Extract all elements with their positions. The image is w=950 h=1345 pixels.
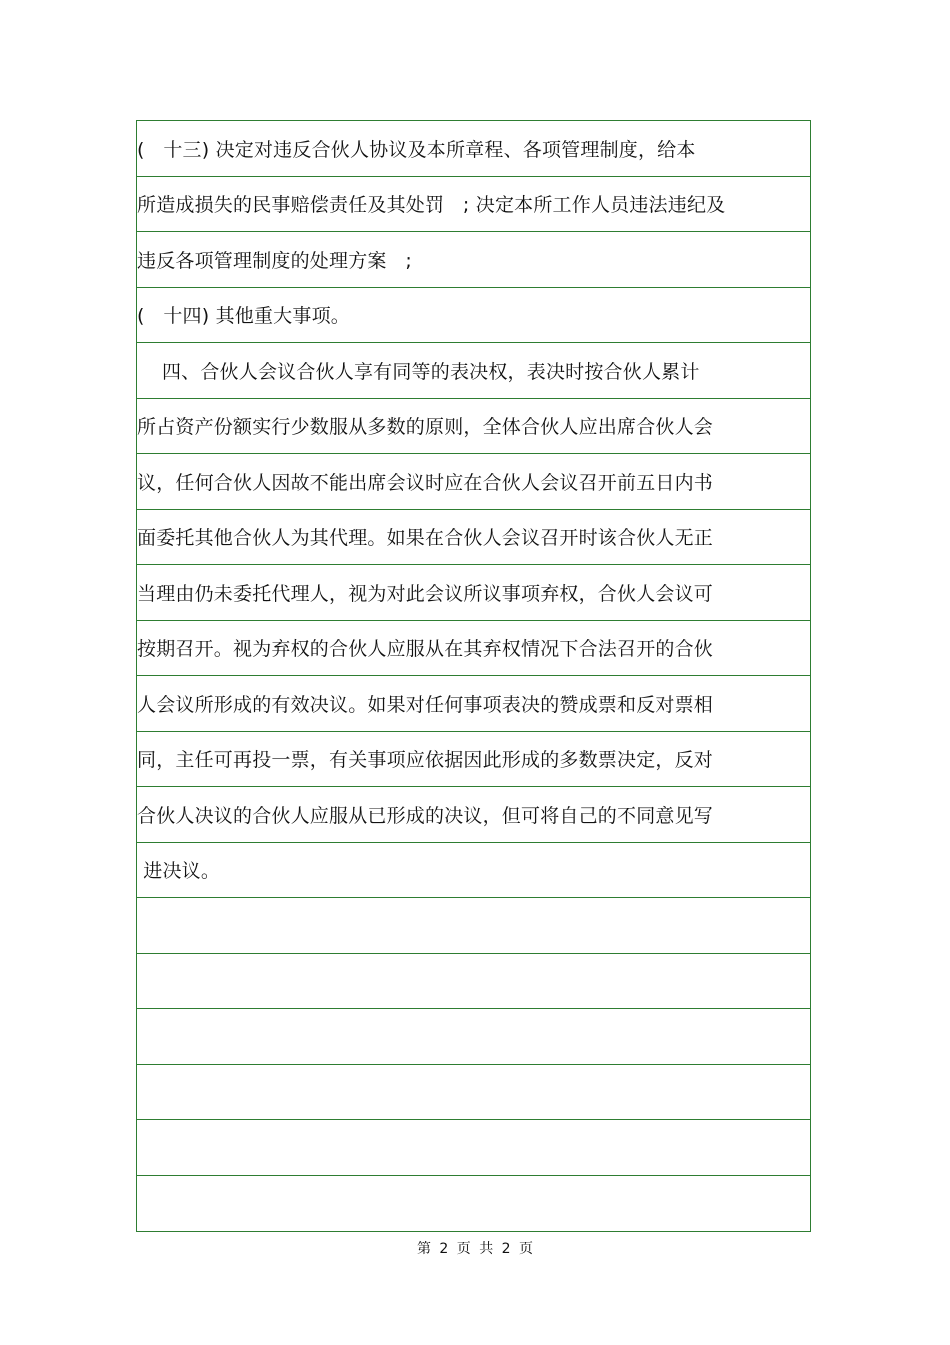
text-line bbox=[137, 621, 810, 677]
text-line bbox=[137, 399, 810, 455]
text-line bbox=[137, 232, 810, 288]
text-line bbox=[137, 843, 810, 899]
text-line bbox=[137, 676, 810, 732]
line-text: 按期召开。视为弃权的合伙人应服从在其弃权情况下合法召开的合伙 bbox=[137, 638, 714, 661]
line-text: 四、合伙人会议合伙人享有同等的表决权，表决时按合伙人累计 bbox=[137, 360, 700, 383]
empty-line bbox=[137, 1009, 810, 1065]
text-line bbox=[137, 288, 810, 344]
line-text: 同，主任可再投一票，有关事项应依据因此形成的多数票决定，反对 bbox=[137, 749, 714, 772]
line-text: 合伙人决议的合伙人应服从已形成的决议，但可将自己的不同意见写 bbox=[137, 804, 714, 827]
ruled-text-box bbox=[136, 120, 811, 1232]
empty-line bbox=[137, 1120, 810, 1176]
line-text: ( 十三) 决定对违反合伙人协议及本所章程、各项管理制度，给本 bbox=[137, 138, 696, 161]
line-text: 当理由仍未委托代理人，视为对此会议所议事项弃权，合伙人会议可 bbox=[137, 582, 714, 605]
line-text: 所占资产份额实行少数服从多数的原则，全体合伙人应出席合伙人会 bbox=[137, 416, 714, 439]
text-line bbox=[137, 787, 810, 843]
empty-line bbox=[137, 1065, 810, 1121]
text-line bbox=[137, 454, 810, 510]
line-text: 违反各项管理制度的处理方案 ; bbox=[137, 249, 412, 272]
line-text: 所造成损失的民事赔偿责任及其处罚 ; 决定本所工作人员违法违纪及 bbox=[137, 194, 726, 217]
page-number-footer: 第 2 页 共 2 页 bbox=[416, 1241, 534, 1257]
line-text: ( 十四) 其他重大事项。 bbox=[137, 305, 350, 328]
line-text: 人会议所形成的有效决议。如果对任何事项表决的赞成票和反对票相 bbox=[137, 693, 714, 716]
text-line bbox=[137, 565, 810, 621]
text-line bbox=[137, 343, 810, 399]
line-text: 议，任何合伙人因故不能出席会议时应在合伙人会议召开前五日内书 bbox=[137, 471, 714, 494]
text-line bbox=[137, 510, 810, 566]
text-line bbox=[137, 177, 810, 233]
text-line bbox=[137, 121, 810, 177]
empty-line bbox=[137, 1176, 810, 1232]
text-line bbox=[137, 732, 810, 788]
empty-line bbox=[137, 954, 810, 1010]
line-text: 进决议。 bbox=[137, 860, 221, 883]
empty-line bbox=[137, 898, 810, 954]
line-text: 面委托其他合伙人为其代理。如果在合伙人会议召开时该合伙人无正 bbox=[137, 527, 714, 550]
